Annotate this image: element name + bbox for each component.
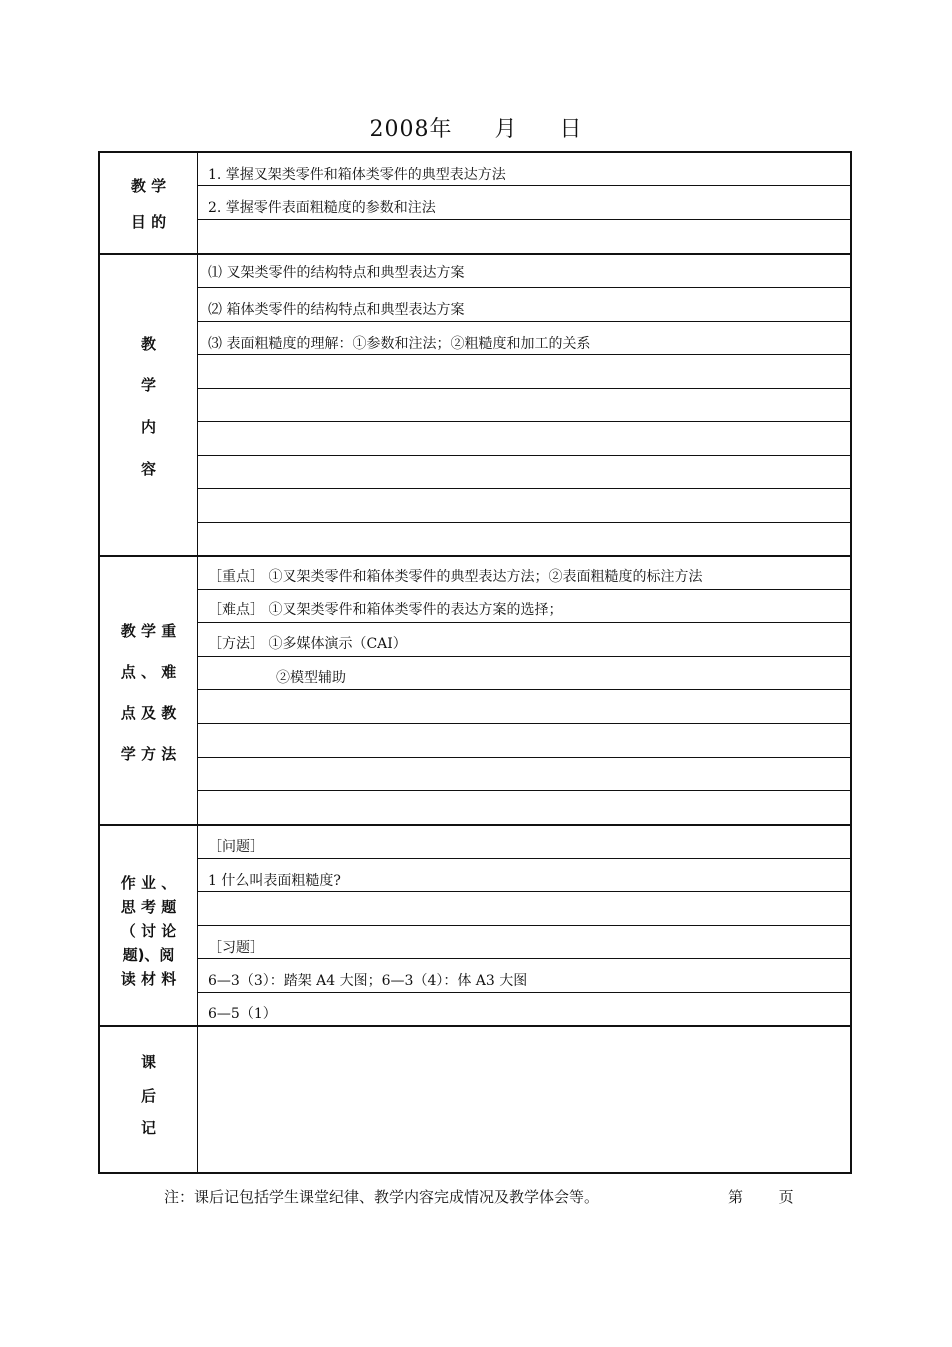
key-points-label-line-1: 教 学 重 <box>120 622 177 640</box>
question-heading: ［问题］ <box>208 839 264 855</box>
objective-row-1: 1. 掌握叉架类零件和箱体类零件的典型表达方法 <box>208 167 506 183</box>
key-points-label-line-3: 点 及 教 <box>120 704 177 722</box>
row-line <box>197 958 852 959</box>
date-title <box>0 112 952 143</box>
key-points-label-line-4: 学 方 法 <box>120 745 177 763</box>
difficulty-row: ［难点］ ①叉架类零件和箱体类零件的表达方案的选择； <box>208 602 563 618</box>
row-line <box>197 185 852 186</box>
afterword-label-line-2: 后 <box>140 1087 156 1105</box>
date-day: 日 <box>559 117 583 142</box>
homework-label-line-4: 题)、阅 <box>122 946 175 964</box>
row-line <box>197 589 852 590</box>
row-line <box>197 891 852 892</box>
objectives-label-line-2: 目 的 <box>130 213 167 231</box>
row-line <box>197 757 852 758</box>
page-label-prefix: 第 <box>728 1188 744 1206</box>
row-line <box>197 656 852 657</box>
homework-label-line-1: 作 业 、 <box>120 874 177 892</box>
homework-label-line-2: 思 考 题 <box>120 898 177 916</box>
content-row-3: ⑶ 表面粗糙度的理解：①参数和注法；②粗糙度和加工的关系 <box>208 336 591 352</box>
content-row-1: ⑴ 叉架类零件的结构特点和典型表达方案 <box>208 265 465 281</box>
page-number-label <box>728 1186 794 1207</box>
section-line <box>100 824 852 826</box>
row-line <box>197 388 852 389</box>
exercise-heading: ［习题］ <box>208 940 264 956</box>
page-label-suffix: 页 <box>778 1188 794 1206</box>
exercise-row-2: 6—5（1） <box>208 1006 277 1022</box>
row-line <box>197 925 852 926</box>
row-line <box>197 219 852 220</box>
row-line <box>197 455 852 456</box>
content-label-line-1: 教 <box>140 335 156 353</box>
question-row: 1 什么叫表面粗糙度? <box>208 873 341 889</box>
method-row: ［方法］ ①多媒体演示（CAI） <box>208 636 407 652</box>
objective-row-2: 2. 掌握零件表面粗糙度的参数和注法 <box>208 200 436 216</box>
row-line <box>197 488 852 489</box>
key-points-label-line-2: 点 、 难 <box>120 663 177 681</box>
column-divider <box>197 153 198 1174</box>
afterword-label-line-1: 课 <box>140 1053 156 1071</box>
row-line <box>197 723 852 724</box>
date-year: 2008年 <box>369 117 453 142</box>
method-row-2: ②模型辅助 <box>276 670 346 686</box>
afterword-label-line-3: 记 <box>140 1119 156 1137</box>
row-line <box>197 622 852 623</box>
row-line <box>197 992 852 993</box>
homework-label-line-3: （ 讨 论 <box>120 922 177 940</box>
row-line <box>197 790 852 791</box>
footer-note: 注：课后记包括学生课堂纪律、教学内容完成情况及教学体会等。 <box>164 1188 600 1206</box>
lesson-plan-table <box>98 151 852 1174</box>
exercise-row-1: 6—3（3）：踏架 A4 大图；6—3（4）：体 A3 大图 <box>208 973 528 989</box>
homework-label-line-5: 读 材 料 <box>120 970 177 988</box>
date-month: 月 <box>494 117 518 142</box>
row-line <box>197 522 852 523</box>
content-label-line-4: 容 <box>140 460 156 478</box>
row-line <box>197 354 852 355</box>
row-line <box>197 421 852 422</box>
row-line <box>197 858 852 859</box>
row-line <box>197 321 852 322</box>
section-line <box>100 1025 852 1027</box>
row-line <box>197 287 852 288</box>
section-line <box>100 555 852 557</box>
content-label-line-3: 内 <box>140 418 156 436</box>
content-row-2: ⑵ 箱体类零件的结构特点和典型表达方案 <box>208 302 465 318</box>
row-line <box>197 689 852 690</box>
section-line <box>100 253 852 255</box>
objectives-label-line-1: 教 学 <box>130 177 167 195</box>
key-point-row: ［重点］ ①叉架类零件和箱体类零件的典型表达方法；②表面粗糙度的标注方法 <box>208 569 703 585</box>
content-label-line-2: 学 <box>140 376 156 394</box>
